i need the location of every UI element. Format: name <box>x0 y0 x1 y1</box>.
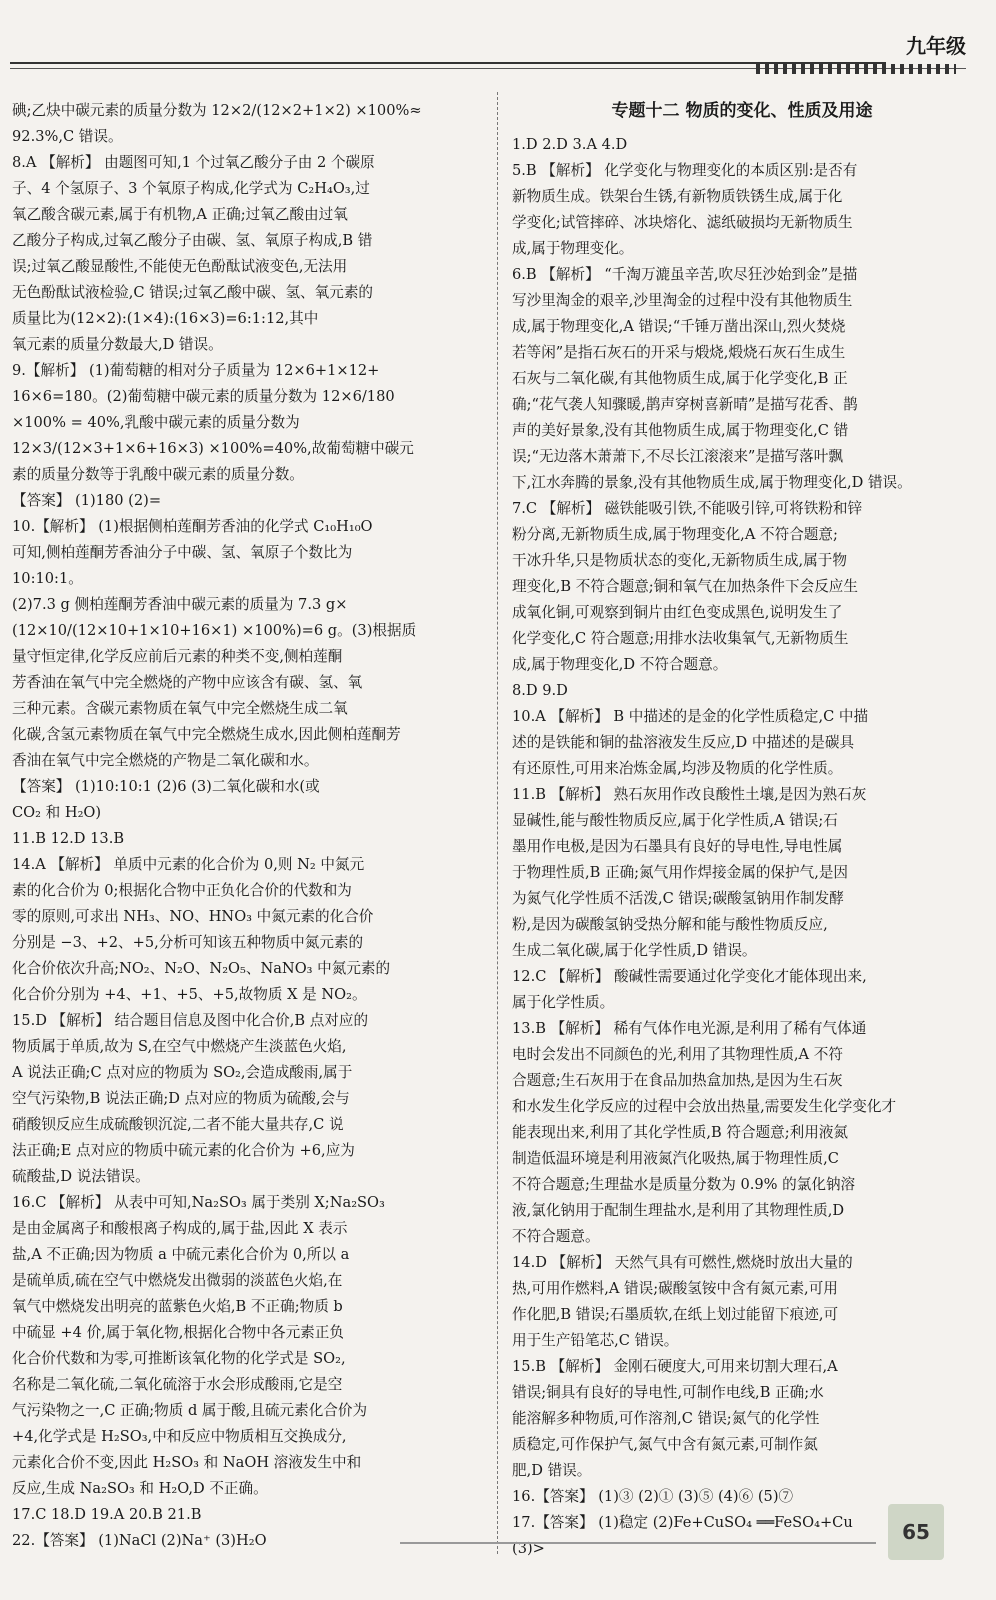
page-number: 65 <box>888 1504 944 1560</box>
text-line: 5.B 【解析】 化学变化与物理变化的本质区别:是否有 <box>512 162 858 179</box>
text-line: 中硫显 +4 价,属于氧化物,根据化合物中各元素正负 <box>12 1324 344 1341</box>
text-line: 错误;铜具有良好的导电性,可制作电线,B 正确;水 <box>512 1384 824 1401</box>
text-line: 三种元素。含碳元素物质在氧气中完全燃烧生成二氧 <box>12 700 348 717</box>
text-line: 空气污染物,B 说法正确;D 点对应的物质为硫酸,会与 <box>12 1090 350 1107</box>
text-line: CO₂ 和 H₂O) <box>12 804 102 821</box>
text-line: 是由金属离子和酸根离子构成的,属于盐,因此 X 表示 <box>12 1220 348 1237</box>
text-line: 可知,侧柏莲酮芳香油分子中碳、氢、氧原子个数比为 <box>12 544 353 561</box>
text-line: 17.【答案】 (1)稳定 (2)Fe+CuSO₄ ══FeSO₄+Cu <box>512 1514 853 1531</box>
text-line: 于物理性质,B 正确;氮气用作焊接金属的保护气,是因 <box>512 864 849 881</box>
text-line: ×100% = 40%,乳酸中碳元素的质量分数为 <box>12 414 300 431</box>
text-line: 生成二氧化碳,属于化学性质,D 错误。 <box>512 942 757 959</box>
text-line: 氧气中燃烧发出明亮的蓝紫色火焰,B 不正确;物质 b <box>12 1298 343 1315</box>
text-line: 是硫单质,硫在空气中燃烧发出微弱的淡蓝色火焰,在 <box>12 1272 343 1289</box>
text-line: 氧乙酸含碳元素,属于有机物,A 正确;过氧乙酸由过氧 <box>12 206 348 223</box>
text-line: 物质属于单质,故为 S,在空气中燃烧产生淡蓝色火焰, <box>12 1038 347 1055</box>
text-line: 声的美好景象,没有其他物质生成,属于物理变化,C 错 <box>512 422 849 439</box>
text-line: 15.B 【解析】 金刚石硬度大,可用来切割大理石,A <box>512 1358 838 1375</box>
section-title: 专题十二 物质的变化、性质及用途 <box>611 101 873 121</box>
text-line: 为氮气化学性质不活泼,C 错误;碳酸氢钠用作制发酵 <box>512 890 844 907</box>
text-line: 名称是二氧化硫,二氧化硫溶于水会形成酸雨,它是空 <box>12 1376 343 1393</box>
text-line: 12.C 【解析】 酸碱性需要通过化学变化才能体现出来, <box>512 968 867 985</box>
text-line: 和水发生化学反应的过程中会放出热量,需要发生化学变化才 <box>512 1098 897 1115</box>
text-line: 【答案】 (1)10:10:1 (2)6 (3)二氧化碳和水(或 <box>12 778 320 795</box>
text-line: 用于生产铅笔芯,C 错误。 <box>512 1332 679 1349</box>
text-line: 16.【答案】 (1)③ (2)① (3)⑤ (4)⑥ (5)⑦ <box>512 1488 794 1505</box>
text-line: 无色酚酞试液检验,C 错误;过氧乙酸中碳、氢、氧元素的 <box>12 284 374 301</box>
text-line: 成,属于物理变化,A 错误;“千锤万凿出深山,烈火焚烧 <box>512 318 846 335</box>
text-line: 硝酸钡反应生成硫酸钡沉淀,二者不能大量共存,C 说 <box>12 1116 344 1133</box>
footer-rule <box>400 1542 876 1544</box>
text-line: 10:10:1。 <box>12 570 83 587</box>
text-line: 质量比为(12×2):(1×4):(16×3)=6:1:12,其中 <box>12 310 319 327</box>
text-line: 硫酸盐,D 说法错误。 <box>12 1168 150 1185</box>
text-line: 22.【答案】 (1)NaCl (2)Na⁺ (3)H₂O <box>12 1532 267 1549</box>
text-line: 16×6=180。(2)葡萄糖中碳元素的质量分数为 12×6/180 <box>12 388 395 405</box>
text-line: 下,江水奔腾的景象,没有其他物质生成,属于物理变化,D 错误。 <box>512 474 912 491</box>
text-line: A 说法正确;C 点对应的物质为 SO₂,会造成酸雨,属于 <box>12 1064 353 1081</box>
text-line: 不符合题意;生理盐水是质量分数为 0.9% 的氯化钠溶 <box>512 1176 856 1193</box>
text-line: 学变化;试管摔碎、冰块熔化、滤纸破损均无新物质生 <box>512 214 853 231</box>
text-line: 成,属于物理变化。 <box>512 240 634 257</box>
text-line: 碘;乙炔中碳元素的质量分数为 12×2/(12×2+1×2) ×100%≈ <box>12 102 422 119</box>
text-line: 分别是 −3、+2、+5,分析可知该五种物质中氮元素的 <box>12 934 364 951</box>
text-line: 14.D 【解析】 天然气具有可燃性,燃烧时放出大量的 <box>512 1254 853 1271</box>
text-line: (3)> <box>512 1540 545 1557</box>
grade-label: 九年级 <box>906 34 966 58</box>
text-line: (12×10/(12×10+1×10+16×1) ×100%)=6 g。(3)根据质 <box>12 622 417 639</box>
text-line: 量守恒定律,化学反应前后元素的种类不变,侧柏莲酮 <box>12 648 343 665</box>
text-line: 干冰升华,只是物质状态的变化,无新物质生成,属于物 <box>512 552 847 569</box>
text-line: 误;过氧乙酸显酸性,不能使无色酚酞试液变色,无法用 <box>12 258 348 275</box>
text-line: 成,属于物理变化,D 不符合题意。 <box>512 656 728 673</box>
text-line: 11.B 【解析】 熟石灰用作改良酸性土壤,是因为熟石灰 <box>512 786 867 803</box>
text-line: 质稳定,可作保护气,氮气中含有氮元素,可制作氮 <box>512 1436 818 1453</box>
text-line: 8.A 【解析】 由题图可知,1 个过氧乙酸分子由 2 个碳原 <box>12 154 375 171</box>
text-line: 反应,生成 Na₂SO₃ 和 H₂O,D 不正确。 <box>12 1480 268 1497</box>
text-line: 能表现出来,利用了其化学性质,B 符合题意;利用液氮 <box>512 1124 849 1141</box>
text-line: 显碱性,能与酸性物质反应,属于化学性质,A 错误;石 <box>512 812 838 829</box>
text-line: 16.C 【解析】 从表中可知,Na₂SO₃ 属于类别 X;Na₂SO₃ <box>12 1194 385 1211</box>
text-line: 粉,是因为碳酸氢钠受热分解和能与酸性物质反应, <box>512 916 828 933</box>
text-line: 述的是铁能和铜的盐溶液发生反应,D 中描述的是碳具 <box>512 734 855 751</box>
text-line: 10.A 【解析】 B 中描述的是金的化学性质稳定,C 中描 <box>512 708 869 725</box>
header-dot-ornament <box>756 64 956 74</box>
text-line: 若等闲”是指石灰石的开采与煅烧,煅烧石灰石生成生 <box>512 344 846 361</box>
text-line: 【答案】 (1)180 (2)= <box>12 492 162 509</box>
text-line: 元素化合价不变,因此 H₂SO₃ 和 NaOH 溶液发生中和 <box>12 1454 362 1471</box>
text-line: 法正确;E 点对应的物质中硫元素的化合价为 +6,应为 <box>12 1142 355 1159</box>
text-line: 液,氯化钠用于配制生理盐水,是利用了其物理性质,D <box>512 1202 845 1219</box>
text-line: 1.D 2.D 3.A 4.D <box>512 136 628 153</box>
right-column <box>512 98 972 1562</box>
text-line: 香油在氧气中完全燃烧的产物是二氧化碳和水。 <box>12 752 319 769</box>
text-line: 化学变化,C 符合题意;用排水法收集氧气,无新物质生 <box>512 630 849 647</box>
text-line: 氧元素的质量分数最大,D 错误。 <box>12 336 223 353</box>
text-line: 9.【解析】 (1)葡萄糖的相对分子质量为 12×6+1×12+ <box>12 362 380 379</box>
text-line: 92.3%,C 错误。 <box>12 128 123 145</box>
text-line: 零的原则,可求出 NH₃、NO、HNO₃ 中氮元素的化合价 <box>12 908 374 925</box>
text-line: 作化肥,B 错误;石墨质软,在纸上划过能留下痕迹,可 <box>512 1306 839 1323</box>
text-line: 7.C 【解析】 磁铁能吸引铁,不能吸引锌,可将铁粉和锌 <box>512 500 863 517</box>
header-rule <box>10 62 886 64</box>
text-line: 制造低温环境是利用液氮汽化吸热,属于物理性质,C <box>512 1150 839 1167</box>
text-line: 17.C 18.D 19.A 20.B 21.B <box>12 1506 202 1523</box>
text-line: 粉分离,无新物质生成,属于物理变化,A 不符合题意; <box>512 526 838 543</box>
text-line: 成氧化铜,可观察到铜片由红色变成黑色,说明发生了 <box>512 604 843 621</box>
text-line: 电时会发出不同颜色的光,利用了其物理性质,A 不符 <box>512 1046 843 1063</box>
text-line: 芳香油在氧气中完全燃烧的产物中应该含有碳、氢、氧 <box>12 674 363 691</box>
text-line: 素的质量分数等于乳酸中碳元素的质量分数。 <box>12 466 304 483</box>
text-line: (2)7.3 g 侧柏莲酮芳香油中碳元素的质量为 7.3 g× <box>12 596 348 613</box>
text-line: 化碳,含氢元素物质在氧气中完全燃烧生成水,因此侧柏莲酮芳 <box>12 726 401 743</box>
text-line: +4,化学式是 H₂SO₃,中和反应中物质相互交换成分, <box>12 1428 347 1445</box>
text-line: 写沙里淘金的艰辛,沙里淘金的过程中没有其他物质生 <box>512 292 853 309</box>
text-line: 11.B 12.D 13.B <box>12 830 125 847</box>
right-column-body <box>512 132 972 1562</box>
text-line: 盐,A 不正确;因为物质 a 中硫元素化合价为 0,所以 a <box>12 1246 350 1263</box>
text-line: 理变化,B 不符合题意;铜和氧气在加热条件下会反应生 <box>512 578 858 595</box>
text-line: 属于化学性质。 <box>512 994 615 1011</box>
text-line: 子、4 个氢原子、3 个氧原子构成,化学式为 C₂H₄O₃,过 <box>12 180 370 197</box>
text-line: 热,可用作燃料,A 错误;碳酸氢铵中含有氮元素,可用 <box>512 1280 838 1297</box>
text-line: 化合价代数和为零,可推断该氧化物的化学式是 SO₂, <box>12 1350 346 1367</box>
text-line: 素的化合价为 0;根据化合物中正负化合价的代数和为 <box>12 882 352 899</box>
text-line: 不符合题意。 <box>512 1228 600 1245</box>
text-line: 气污染物之一,C 正确;物质 d 属于酸,且硫元素化合价为 <box>12 1402 368 1419</box>
text-line: 12×3/(12×3+1×6+16×3) ×100%=40%,故葡萄糖中碳元 <box>12 440 414 457</box>
text-line: 10.【解析】 (1)根据侧柏莲酮芳香油的化学式 C₁₀H₁₀O <box>12 518 373 535</box>
text-line: 化合价分别为 +4、+1、+5、+5,故物质 X 是 NO₂。 <box>12 986 367 1003</box>
text-line: 6.B 【解析】 “千淘万漉虽辛苦,吹尽狂沙始到金”是描 <box>512 266 858 283</box>
text-line: 能溶解多种物质,可作溶剂,C 错误;氮气的化学性 <box>512 1410 820 1427</box>
text-line: 乙酸分子构成,过氧乙酸分子由碳、氢、氧原子构成,B 错 <box>12 232 373 249</box>
text-line: 有还原性,可用来冶炼金属,均涉及物质的化学性质。 <box>512 760 843 777</box>
text-line: 化合价依次升高;NO₂、N₂O、N₂O₅、NaNO₃ 中氮元素的 <box>12 960 391 977</box>
text-line: 误;“无边落木萧萧下,不尽长江滚滚来”是描写落叶飘 <box>512 448 843 465</box>
text-line: 墨用作电极,是因为石墨具有良好的导电性,导电性属 <box>512 838 843 855</box>
text-line: 石灰与二氧化碳,有其他物质生成,属于化学变化,B 正 <box>512 370 848 387</box>
column-divider <box>497 92 498 1554</box>
text-line: 8.D 9.D <box>512 682 568 699</box>
text-line: 肥,D 错误。 <box>512 1462 592 1479</box>
text-line: 确;“花气袭人知骤暖,鹊声穿树喜新晴”是描写花香、鹊 <box>512 396 858 413</box>
text-line: 合题意;生石灰用于在食品加热盒加热,是因为生石灰 <box>512 1072 843 1089</box>
left-column <box>12 98 482 1554</box>
text-line: 15.D 【解析】 结合题目信息及图中化合价,B 点对应的 <box>12 1012 369 1029</box>
text-line: 新物质生成。铁架台生锈,有新物质铁锈生成,属于化 <box>512 188 843 205</box>
text-line: 14.A 【解析】 单质中元素的化合价为 0,则 N₂ 中氮元 <box>12 856 365 873</box>
text-line: 13.B 【解析】 稀有气体作电光源,是利用了稀有气体通 <box>512 1020 867 1037</box>
